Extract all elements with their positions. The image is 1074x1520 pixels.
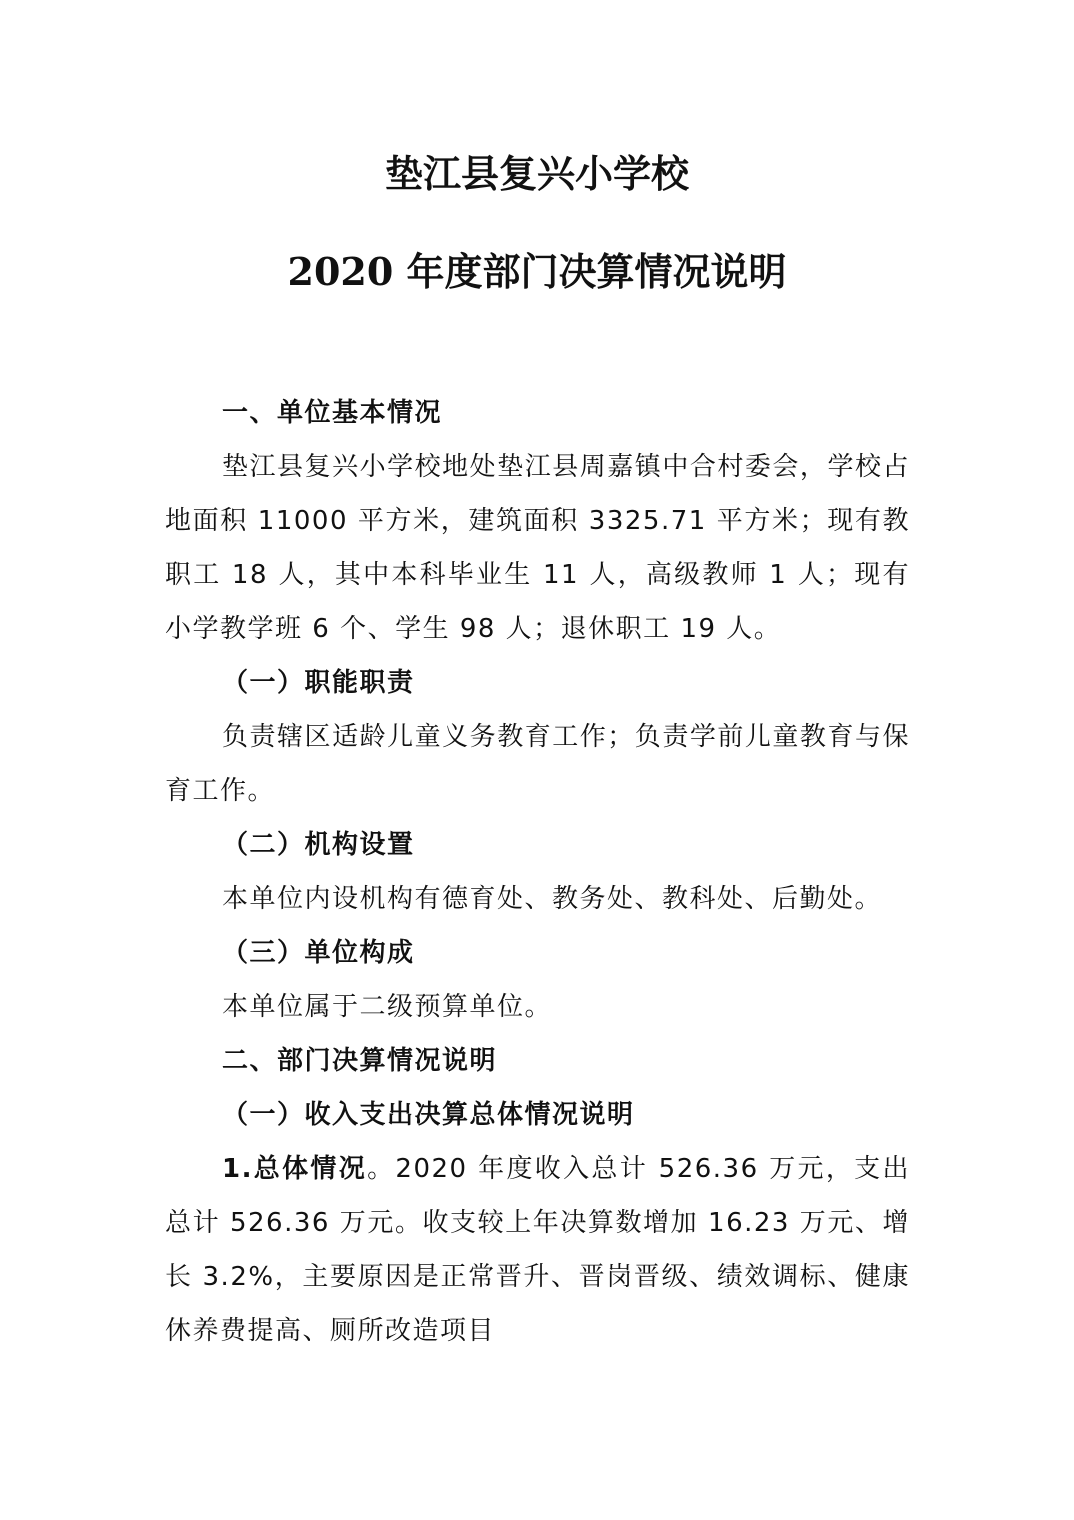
paragraph-functions: 负责辖区适龄儿童义务教育工作；负责学前儿童教育与保育工作。	[165, 722, 910, 806]
subheading-composition: （三）单位构成	[222, 938, 415, 968]
paragraph-overall-lead: 1.总体情况	[222, 1154, 368, 1184]
paragraph-basic-info: 垫江县复兴小学校地处垫江县周嘉镇中合村委会，学校占地面积 11000 平方米，建筑面积 3325.71 平方米；现有教职工 18 人，其中本科毕业生 11 人，高级教师 1 人；现有小学教学班 6 个、学生 98 人；退休职工 19 人。	[165, 452, 910, 644]
paragraph-composition: 本单位属于二级预算单位。	[222, 992, 553, 1022]
paragraph-organization: 本单位内设机构有德育处、教务处、教科处、后勤处。	[222, 884, 883, 914]
document-body	[165, 386, 910, 1358]
document-title-line2: 2020 年度部门决算情况说明	[287, 249, 787, 294]
document-title-line1: 垫江县复兴小学校	[384, 151, 689, 196]
subheading-functions: （一）职能职责	[222, 668, 415, 698]
subheading-income-expenditure: （一）收入支出决算总体情况说明	[222, 1100, 635, 1130]
section-heading-final-accounts: 二、部门决算情况说明	[222, 1046, 498, 1076]
paragraph-overall	[165, 1142, 910, 1358]
paragraph-overall-text: 。2020 年度收入总计 526.36 万元，支出总计 526.36 万元。收支较上年决算数增加 16.23 万元、增长 3.2%，主要原因是正常晋升、晋岗晋级、绩效调标、健康休养费提高、厕所改造项目	[165, 1154, 911, 1346]
section-heading-basic-info: 一、单位基本情况	[222, 398, 443, 428]
subheading-organization: （二）机构设置	[222, 830, 415, 860]
